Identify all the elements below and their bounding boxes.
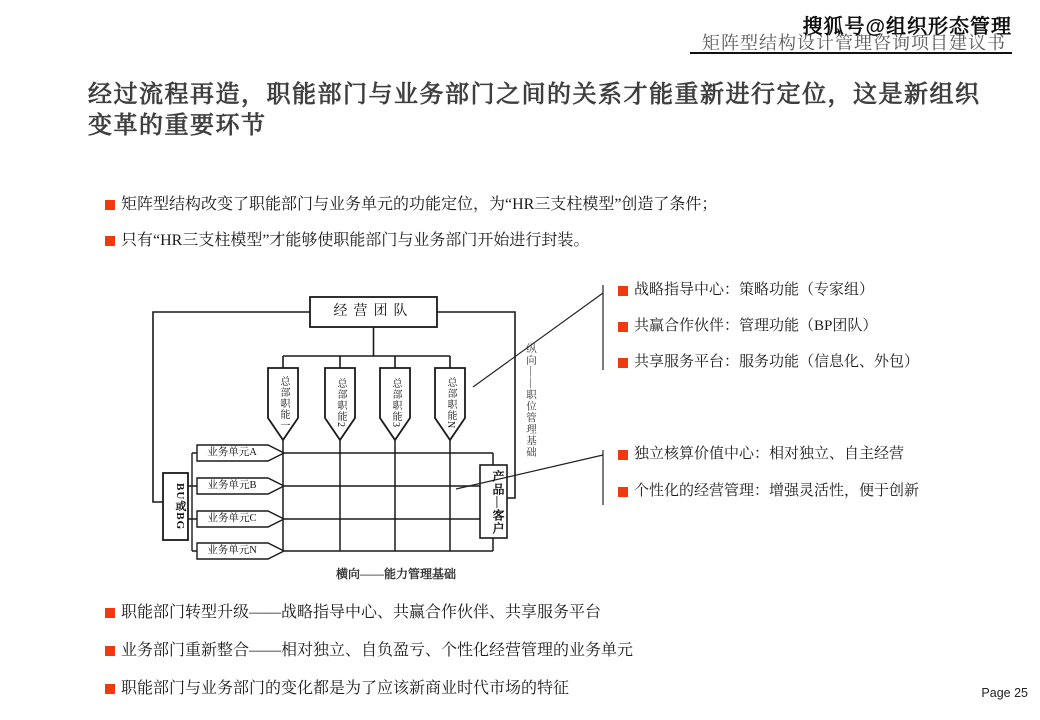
page-title: 经过流程再造，职能部门与业务部门之间的关系才能重新进行定位，这是新组织变革的重要环节 xyxy=(88,82,981,139)
bullet-square-icon xyxy=(105,236,115,246)
vertical-axis-label: 纵向——职位管理基础 xyxy=(525,343,536,458)
callout-text: 共享服务平台：服务功能（信息化、外包） xyxy=(634,354,920,370)
header-title: 矩阵型结构设计管理咨询项目建议书 xyxy=(702,33,1006,53)
grid-rows xyxy=(284,453,493,551)
callout-text: 个性化的经营管理：增强灵活性，便于创新 xyxy=(634,483,920,499)
list-item xyxy=(618,316,1032,337)
bullet-square-icon xyxy=(105,200,115,210)
grid-columns xyxy=(283,440,450,551)
horizontal-axis-label: 横向——能力管理基础 xyxy=(335,567,456,581)
intro-bullet-list xyxy=(105,194,945,266)
callout-text: 独立核算价值中心：相对独立、自主经营 xyxy=(634,446,905,462)
intro-bullet-text: 矩阵型结构改变了职能部门与业务单元的功能定位，为“HR三支柱模型”创造了条件； xyxy=(121,196,718,213)
list-item xyxy=(618,444,1032,465)
bullet-square-icon xyxy=(618,322,628,332)
callout-list-business xyxy=(618,444,1032,518)
bu-connector-lines xyxy=(188,453,197,551)
hq-function-label: 总部职能N xyxy=(445,376,456,430)
business-unit-label: 业务单元C xyxy=(207,513,257,524)
top-box-label: 经营团队 xyxy=(333,304,414,319)
summary-bullet-text: 职能部门转型升级——战略指导中心、共赢合作伙伴、共享服务平台 xyxy=(121,604,602,621)
bullet-square-icon xyxy=(618,487,628,497)
callout-text: 共赢合作伙伴：管理功能（BP团队） xyxy=(634,318,878,334)
product-customer-label: 产品—客户 xyxy=(491,469,505,535)
bullet-square-icon xyxy=(618,286,628,296)
callout-list-functions xyxy=(618,280,1032,388)
business-unit-label: 业务单元B xyxy=(207,480,257,491)
list-item xyxy=(618,481,1032,502)
list-item xyxy=(105,194,945,215)
summary-bullet-text: 业务部门重新整合——相对独立、自负盈亏、个性化经营管理的业务单元 xyxy=(121,642,634,659)
list-item xyxy=(105,230,945,251)
list-item xyxy=(618,352,1032,373)
matrix-org-diagram xyxy=(140,285,610,595)
summary-bullet-list xyxy=(105,602,945,716)
list-item xyxy=(105,640,945,662)
hq-function-label: 总部职能3 xyxy=(390,378,401,428)
bullet-square-icon xyxy=(618,450,628,460)
list-item xyxy=(618,280,1032,301)
hq-function-label: 总部职能一 xyxy=(278,375,289,431)
bullet-square-icon xyxy=(105,608,115,618)
intro-bullet-text: 只有“HR三支柱模型”才能够使职能部门与业务部门开始进行封装。 xyxy=(121,232,590,249)
bu-box-label: BU或BG xyxy=(174,483,186,531)
bullet-square-icon xyxy=(105,684,115,694)
callout-text: 战略指导中心：策略功能（专家组） xyxy=(634,282,875,298)
list-item xyxy=(105,678,945,700)
bullet-square-icon xyxy=(618,358,628,368)
summary-bullet-text: 职能部门与业务部门的变化都是为了应该新商业时代市场的特征 xyxy=(121,680,570,697)
callout-leader-top xyxy=(473,293,603,387)
watermark-text: 搜狐号@组织形态管理 xyxy=(802,16,1012,38)
hq-function-label: 总部职能2 xyxy=(335,378,346,428)
bullet-square-icon xyxy=(105,646,115,656)
list-item xyxy=(105,602,945,624)
business-unit-label: 业务单元A xyxy=(207,447,257,458)
page-number: Page 25 xyxy=(981,686,1028,700)
business-unit-label: 业务单元N xyxy=(207,545,257,556)
